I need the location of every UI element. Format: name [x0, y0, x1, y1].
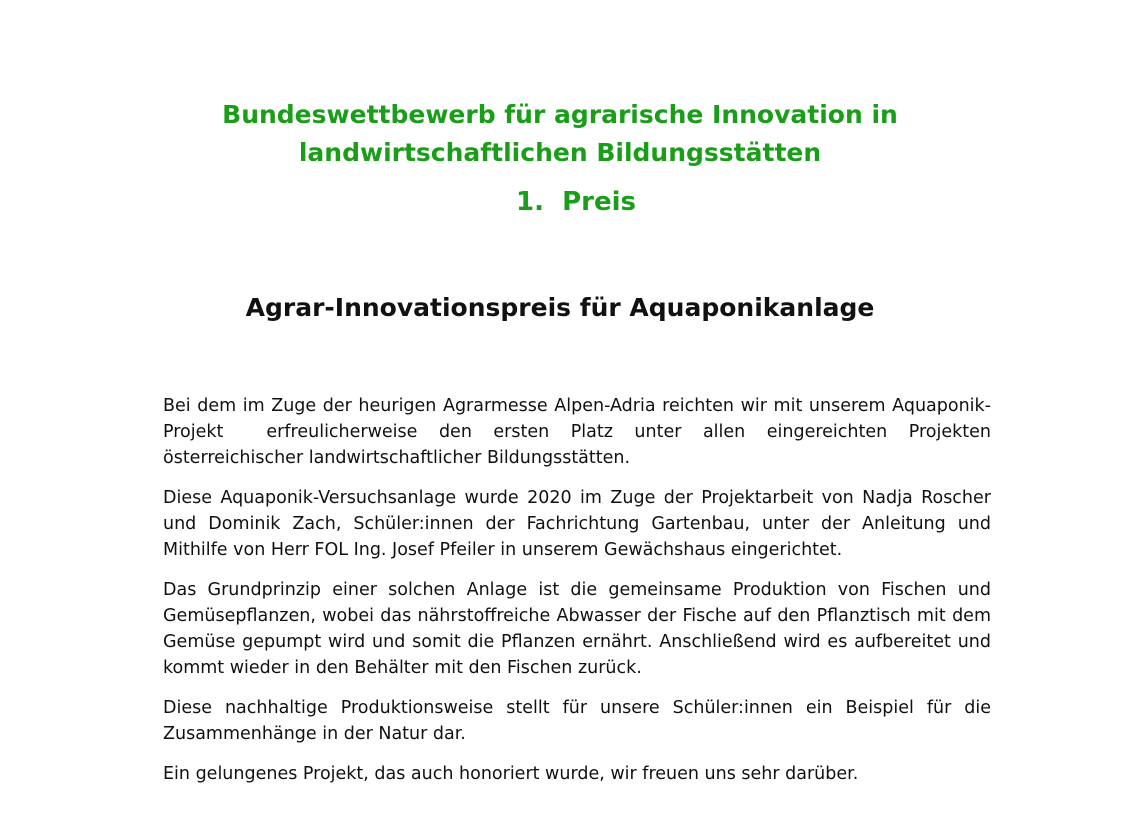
paragraph-2: Diese Aquaponik-Versuchsanlage wurde 2020 im Zuge der Projektarbeit von Nadja Roscher und Dominik Zach, Schüler:innen der Fachrichtung Gartenbau, unter der Anleitung und Mithilfe von Herr FOL Ing. Josef Pfeiler in unserem Gewächshaus eingerichtet.: [163, 488, 991, 560]
competition-title: [160, 96, 960, 172]
competition-title-line-1: Bundeswettbewerb für agrarische Innovation in: [222, 100, 898, 129]
competition-title-line-2: landwirtschaftlichen Bildungsstätten: [298, 138, 822, 167]
paragraph-1: Bei dem im Zuge der heurigen Agrarmesse Alpen-Adria reichten wir mit unserem Aquaponik-Projekt erfreulicherweise den ersten Platz unter allen eingereichten Projekten österreichischer landwirtschaftlicher Bildungsstätten.: [163, 396, 997, 468]
heading-block: [160, 96, 960, 220]
paragraph-4: Diese nachhaltige Produktionsweise stellt für unsere Schüler:innen ein Beispiel für die Zusammenhänge in der Natur dar.: [163, 698, 991, 744]
prize-label: 1. Preis: [516, 187, 636, 217]
article-title: Agrar-Innovationspreis für Aquaponikanlage: [245, 293, 875, 322]
paragraph-3: Das Grundprinzip einer solchen Anlage ist die gemeinsame Produktion von Fischen und Gemüsepflanzen, wobei das nährstoffreiche Abwasser der Fische auf den Pflanztisch mit dem Gemüse gepumpt wird und somit die Pflanzen ernährt. Anschließend wird es aufbereitet und kommt wieder in den Behälter mit den Fischen zurück.: [163, 580, 991, 678]
paragraph-5: Ein gelungenes Projekt, das auch honoriert wurde, wir freuen uns sehr darüber.: [163, 764, 859, 784]
article-body: [163, 393, 997, 801]
